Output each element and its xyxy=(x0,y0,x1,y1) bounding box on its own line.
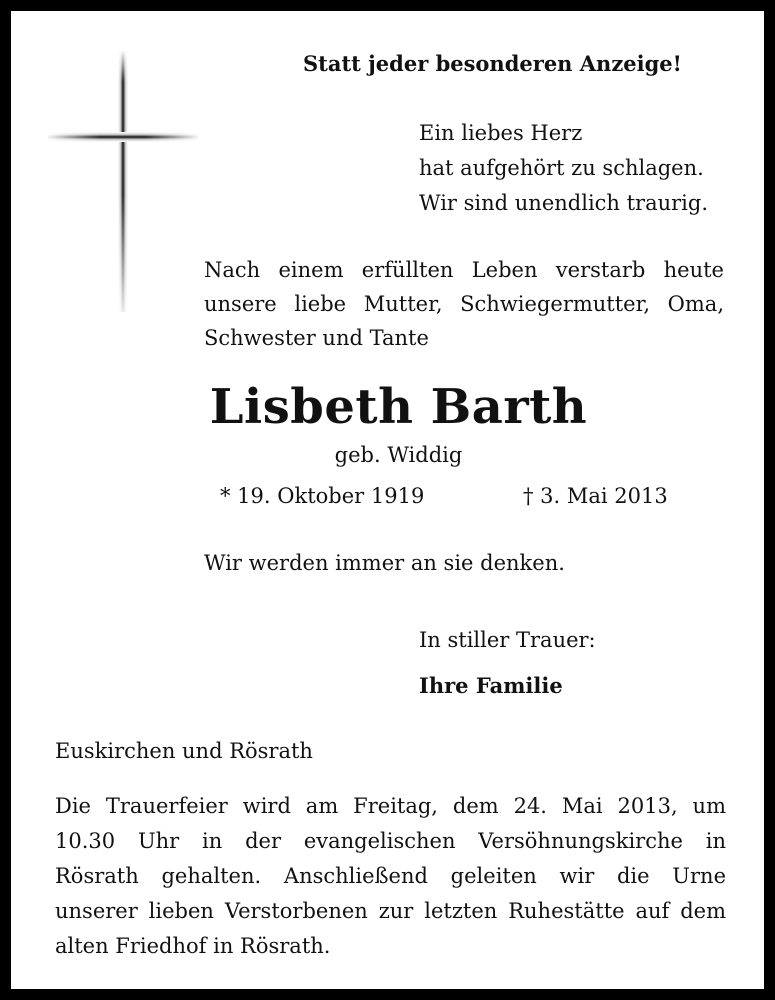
ceremony-text xyxy=(55,789,726,964)
places-line: Euskirchen und Rösrath xyxy=(55,739,313,763)
ceremony-line: Rösrath gehalten. Anschließend geleiten wir die Urne xyxy=(55,864,726,888)
remembrance-line: Wir werden immer an sie denken. xyxy=(204,551,565,575)
intro-line: Schwester und Tante xyxy=(204,326,429,350)
death-date: † 3. Mai 2013 xyxy=(523,484,668,508)
poem-line: hat aufgehört zu schlagen. xyxy=(419,156,704,180)
birth-date: * 19. Oktober 1919 xyxy=(220,484,425,508)
intro-line: unsere liebe Mutter, Schwiegermutter, Oma, xyxy=(204,292,724,316)
intro-text xyxy=(204,253,724,355)
deceased-name: Lisbeth Barth xyxy=(209,379,588,435)
ceremony-line: 10.30 Uhr in der evangelischen Versöhnungskirche in xyxy=(55,829,726,853)
birth-name: geb. Widdig xyxy=(334,443,463,467)
family-signature: Ihre Familie xyxy=(419,673,563,698)
ceremony-line: Die Trauerfeier wird am Freitag, dem 24. Mai 2013, um xyxy=(55,794,726,818)
notice-heading: Statt jeder besonderen Anzeige! xyxy=(303,51,682,76)
poem-line: Ein liebes Herz xyxy=(419,121,583,145)
intro-line: Nach einem erfüllten Leben verstarb heute xyxy=(204,258,724,282)
mourning-line: In stiller Trauer: xyxy=(419,628,596,652)
cross-icon xyxy=(48,50,198,312)
poem xyxy=(419,116,708,221)
ceremony-line: unserer lieben Verstorbenen zur letzten Ruhestätte auf dem xyxy=(55,899,726,923)
ceremony-line: alten Friedhof in Rösrath. xyxy=(55,934,331,958)
poem-line: Wir sind unendlich traurig. xyxy=(419,191,709,215)
